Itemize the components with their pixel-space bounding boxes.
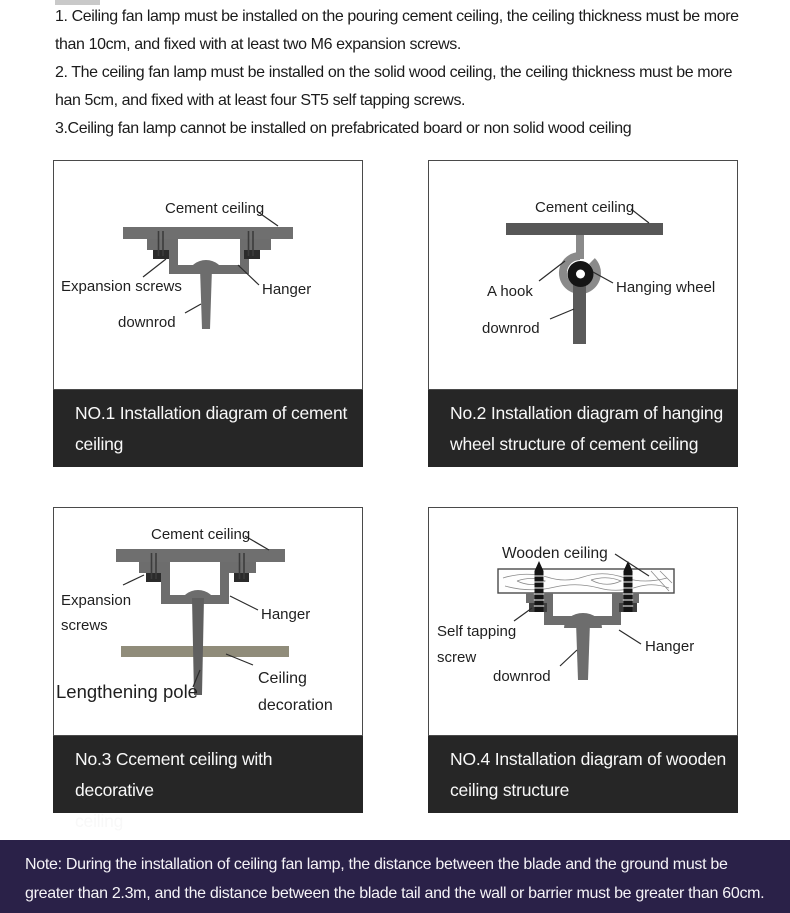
diagram-cement-ceiling <box>53 160 363 390</box>
instruction-line-2: 2. The ceiling fan lamp must be installed on the solid wood ceiling, the ceiling thickness must be more <box>55 64 733 81</box>
caption-no1-line1: NO.1 Installation diagram of cement <box>75 403 348 423</box>
caption-no4 <box>428 736 738 813</box>
ceiling-decoration-bar <box>121 646 289 657</box>
label-ceiling-decoration-1: Ceiling <box>258 670 307 687</box>
caption-no3-line2: ceiling <box>75 811 124 831</box>
anchor-blocks <box>529 603 637 612</box>
caption-no2 <box>428 390 738 467</box>
label-cement-ceiling: Cement ceiling <box>151 526 251 543</box>
caption-no3 <box>53 736 363 831</box>
hanging-wheel-hole <box>576 270 585 279</box>
panel-no2 <box>428 160 738 467</box>
label-hanger: Hanger <box>262 281 312 298</box>
caption-no4-line1: NO.4 Installation diagram of wooden <box>450 749 727 769</box>
label-ceiling-decoration-2: decoration <box>258 697 333 714</box>
label-hanging-wheel: Hanging wheel <box>616 279 716 296</box>
label-a-hook: A hook <box>487 283 533 300</box>
instruction-line-1: 1. Ceiling fan lamp must be installed on the pouring cement ceiling, the ceiling thickness must be more <box>55 8 739 25</box>
label-self-tapping: Self tapping <box>437 623 517 640</box>
caption-no3-line1: No.3 Ccement ceiling with decorative <box>75 749 273 800</box>
cement-ceiling-diagram <box>54 161 362 389</box>
label-downrod: downrod <box>493 668 551 685</box>
downrod-shape <box>576 622 590 680</box>
label-screw: screw <box>437 649 477 666</box>
caption-no2-line2: wheel structure of cement ceiling <box>450 434 699 454</box>
panel-no3 <box>53 507 363 831</box>
decorative-ceiling-diagram <box>54 508 362 735</box>
ceiling-bar <box>116 549 285 562</box>
installation-instructions <box>55 3 770 143</box>
note-line1: Note: During the installation of ceiling fan lamp, the distance between the blade and the ground must be <box>25 856 728 873</box>
instruction-line-2b: han 5cm, and fixed with at least four ST5 self tapping screws. <box>55 92 466 109</box>
wooden-ceiling-diagram <box>429 508 737 735</box>
note-bar <box>0 840 790 913</box>
ceiling-bar <box>506 223 663 235</box>
label-hanger: Hanger <box>261 606 311 623</box>
caption-no4-line2: ceiling structure <box>450 780 570 800</box>
instruction-line-1b: than 10cm, and fixed with at least two M6 expansion screws. <box>55 36 461 53</box>
downrod-shape <box>200 268 212 329</box>
hanging-wheel-diagram <box>429 161 737 389</box>
diagram-wooden-ceiling <box>428 507 738 736</box>
label-cement-ceiling: Cement ceiling <box>165 200 265 217</box>
label-expansion: Expansion <box>61 592 132 609</box>
label-downrod: downrod <box>482 320 540 337</box>
label-expansion-screws: Expansion screws <box>61 278 182 295</box>
label-downrod: downrod <box>118 314 176 331</box>
label-wooden-ceiling: Wooden ceiling <box>502 545 608 562</box>
note-line2: greater than 2.3m, and the distance between the blade tail and the wall or barrier must be greater than 60cm. <box>25 885 765 902</box>
panel-no1 <box>53 160 363 467</box>
caption-no1 <box>53 390 363 467</box>
ceiling-bar <box>123 227 293 239</box>
label-screws: screws <box>61 617 108 634</box>
caption-no2-line1: No.2 Installation diagram of hanging <box>450 403 723 423</box>
diagram-hanging-wheel <box>428 160 738 390</box>
label-cement-ceiling: Cement ceiling <box>535 199 635 216</box>
label-hanger: Hanger <box>645 638 695 655</box>
label-lengthening-pole: Lengthening pole <box>56 681 198 702</box>
panel-no4 <box>428 507 738 813</box>
instruction-line-3: 3.Ceiling fan lamp cannot be installed on prefabricated board or non solid wood ceiling <box>55 120 632 137</box>
diagram-decorative-ceiling <box>53 507 363 736</box>
caption-no1-line2: ceiling <box>75 434 124 454</box>
